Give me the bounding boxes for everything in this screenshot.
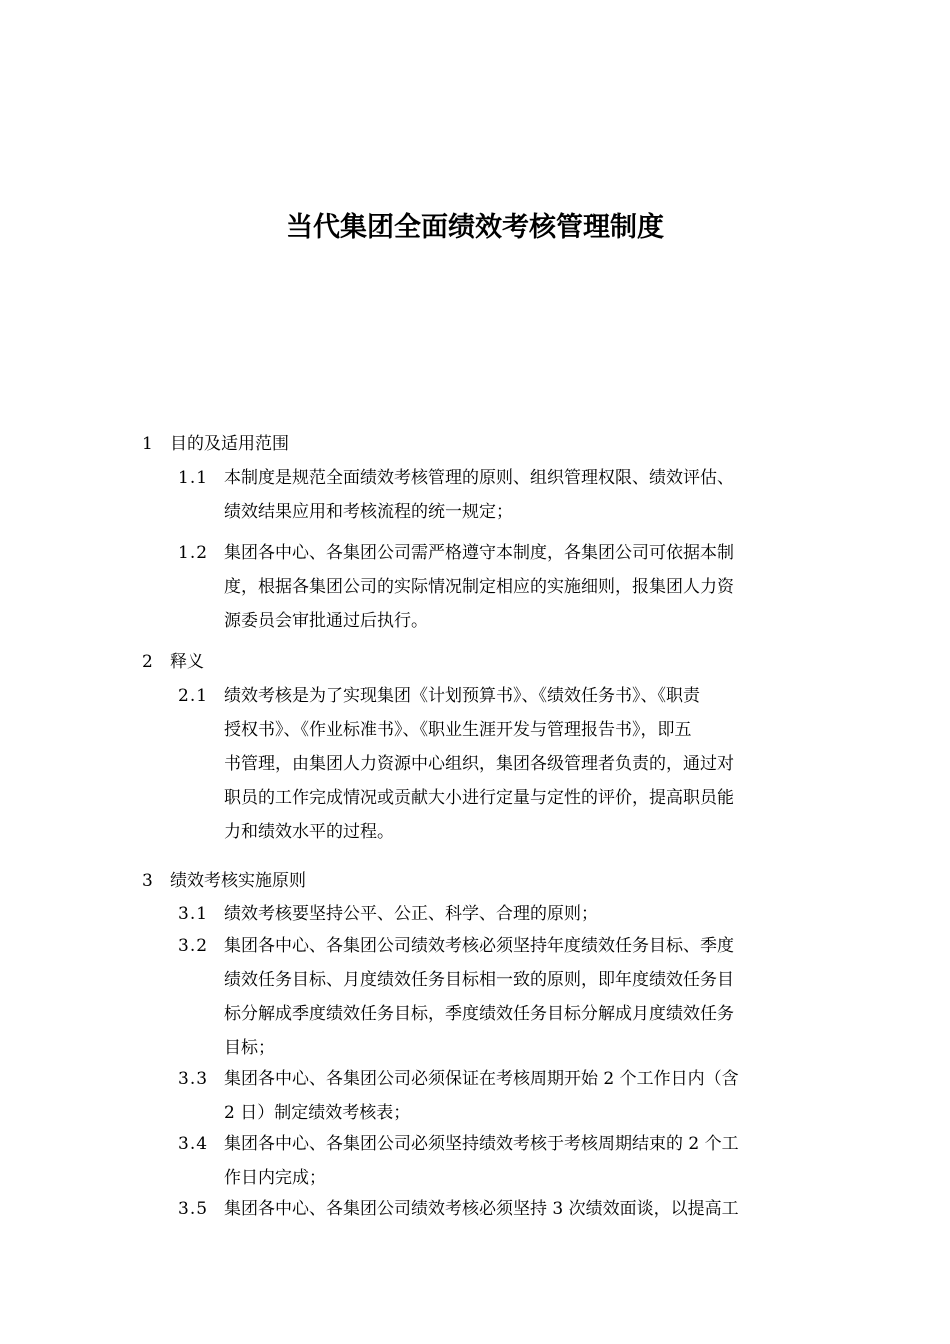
clause-line: 作日内完成；: [224, 1168, 326, 1188]
clause-line: 集团各中心、各集团公司绩效考核必须坚持 3 次绩效面谈，以提高工: [224, 1199, 739, 1219]
clause-line: 度，根据各集团公司的实际情况制定相应的实施细则，报集团人力资: [224, 577, 734, 597]
clause-line: 职员的工作完成情况或贡献大小进行定量与定性的评价，提高职员能: [224, 788, 734, 808]
clause-text: [224, 1062, 808, 1130]
clause-number: 3.3: [178, 1069, 209, 1089]
clause-line: 绩效考核是为了实现集团《计划预算书》、《绩效任务书》、《职责: [224, 686, 700, 706]
clause-number: 2.1: [178, 686, 209, 706]
clause-text: [224, 897, 808, 931]
section-number: 2: [142, 652, 153, 672]
clause-number: 3.2: [178, 936, 209, 956]
clause-number: 1.2: [178, 543, 209, 563]
clause-number: 3.1: [178, 904, 209, 924]
clause-line: 绩效结果应用和考核流程的统一规定；: [224, 502, 513, 522]
clause-text: [224, 1192, 808, 1226]
section-number: 1: [142, 434, 153, 454]
clause-line: 书管理，由集团人力资源中心组织，集团各级管理者负责的，通过对: [224, 754, 734, 774]
clause-text: [224, 1127, 808, 1195]
clause-text: [224, 536, 808, 638]
clause-line: 标分解成季度绩效任务目标，季度绩效任务目标分解成月度绩效任务: [224, 1004, 734, 1024]
clause-line: 集团各中心、各集团公司必须保证在考核周期开始 2 个工作日内（含: [224, 1069, 739, 1089]
clause-line: 集团各中心、各集团公司必须坚持绩效考核于考核周期结束的 2 个工: [224, 1134, 739, 1154]
section-title: 绩效考核实施原则: [170, 871, 306, 891]
clause-number: 3.5: [178, 1199, 209, 1219]
clause-line: 力和绩效水平的过程。: [224, 822, 394, 842]
clause-line: 源委员会审批通过后执行。: [224, 611, 428, 631]
clause-line: 2 日）制定绩效考核表；: [224, 1103, 411, 1123]
section-title: 释义: [170, 652, 204, 672]
clause-line: 绩效考核要坚持公平、公正、科学、合理的原则；: [224, 904, 598, 924]
page-title: 当代集团全面绩效考核管理制度: [286, 212, 664, 243]
clause-text: [224, 679, 808, 849]
clause-number: 3.4: [178, 1134, 209, 1154]
section-number: 3: [142, 871, 153, 891]
clause-line: 授权书》、《作业标准书》、《职业生涯开发与管理报告书》，即五: [224, 720, 692, 740]
clause-line: 绩效任务目标、月度绩效任务目标相一致的原则，即年度绩效任务目: [224, 970, 734, 990]
clause-text: [224, 461, 808, 529]
clause-text: [224, 929, 808, 1065]
clause-line: 集团各中心、各集团公司需严格遵守本制度，各集团公司可依据本制: [224, 543, 734, 563]
clause-line: 集团各中心、各集团公司绩效考核必须坚持年度绩效任务目标、季度: [224, 936, 734, 956]
section-title: 目的及适用范围: [170, 434, 289, 454]
clause-number: 1.1: [178, 468, 209, 488]
clause-line: 目标；: [224, 1038, 275, 1058]
clause-line: 本制度是规范全面绩效考核管理的原则、组织管理权限、绩效评估、: [224, 468, 734, 488]
